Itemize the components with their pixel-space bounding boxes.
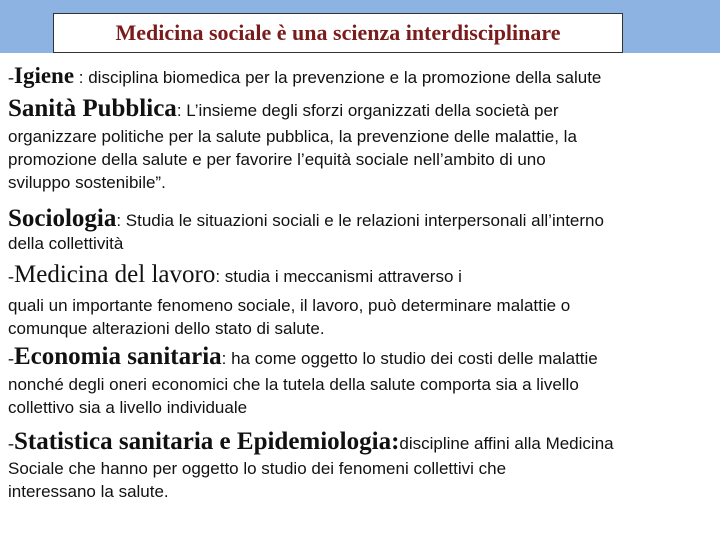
- slide-content: [0, 53, 720, 540]
- section-medicina-del-lavoro-heading: Medicina del lavoro: [14, 261, 216, 288]
- section-statistica-epidemiologia-text: discipline affini alla Medicina: [399, 434, 614, 453]
- section-economia-sanitaria-line: collettivo sia a livello individuale: [8, 398, 248, 417]
- section-igiene-heading: Igiene: [14, 63, 75, 88]
- section-igiene-prefix: -: [8, 67, 14, 87]
- section-statistica-epidemiologia: [8, 428, 614, 456]
- section-igiene: [8, 63, 601, 89]
- section-medicina-del-lavoro-line: quali un importante fenomeno sociale, il lavoro, può determinare malattie o: [8, 296, 571, 315]
- slide-title: Medicina sociale è una scienza interdisciplinare: [115, 20, 561, 45]
- section-sanita-pubblica-line: organizzare politiche per la salute pubblica, la prevenzione delle malattie, la: [8, 127, 577, 146]
- section-economia-sanitaria-text: : ha come oggetto lo studio dei costi delle malattie: [221, 349, 598, 368]
- slide-title-box: [53, 13, 623, 53]
- section-statistica-epidemiologia-line: Sociale che hanno per oggetto lo studio dei fenomeni collettivi che: [8, 459, 507, 478]
- section-economia-sanitaria: [8, 343, 598, 371]
- section-sanita-pubblica-text: : L’insieme degli sforzi organizzati della società per: [176, 101, 559, 120]
- section-medicina-del-lavoro-text: : studia i meccanismi attraverso i: [215, 267, 462, 286]
- section-sanita-pubblica: [8, 95, 559, 123]
- section-statistica-epidemiologia-heading: Statistica sanitaria e Epidemiologia:: [14, 428, 400, 455]
- section-sanita-pubblica-line: sviluppo sostenibile”.: [8, 173, 166, 192]
- section-medicina-del-lavoro: [8, 261, 462, 289]
- section-medicina-del-lavoro-line: comunque alterazioni dello stato di salute.: [8, 319, 325, 338]
- section-sociologia-line: della collettività: [8, 234, 124, 253]
- section-sociologia-text: : Studia le situazioni sociali e le relazioni interpersonali all’interno: [116, 211, 604, 230]
- section-economia-sanitaria-line: nonché degli oneri economici che la tutela della salute comporta sia a livello: [8, 375, 579, 394]
- section-statistica-epidemiologia-line: interessano la salute.: [8, 482, 169, 501]
- section-statistica-epidemiologia-prefix: -: [8, 433, 14, 453]
- section-sanita-pubblica-heading: Sanità Pubblica: [8, 95, 177, 122]
- section-medicina-del-lavoro-prefix: -: [8, 266, 14, 286]
- section-sociologia: [8, 205, 604, 233]
- section-economia-sanitaria-heading: Economia sanitaria: [14, 343, 222, 370]
- section-igiene-text: : disciplina biomedica per la prevenzione e la promozione della salute: [74, 68, 602, 87]
- section-economia-sanitaria-prefix: -: [8, 348, 14, 368]
- section-sociologia-heading: Sociologia: [8, 205, 117, 232]
- section-sanita-pubblica-line: promozione della salute e per favorire l’equità sociale nell’ambito di uno: [8, 150, 546, 169]
